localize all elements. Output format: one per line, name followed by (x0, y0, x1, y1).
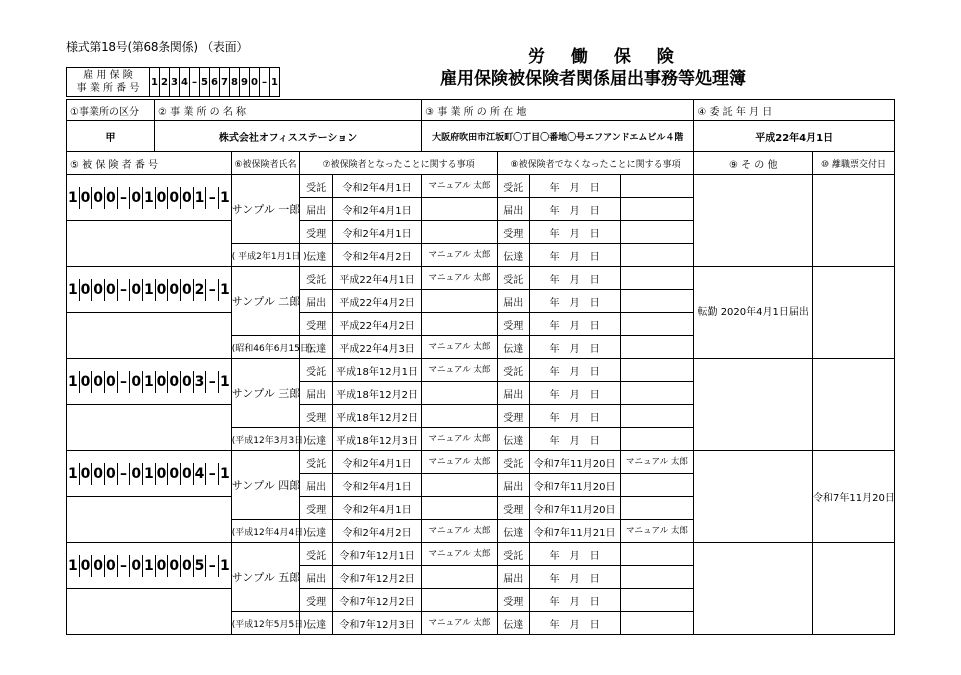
became-date: 令和2年4月1日 (333, 497, 422, 520)
separation-header (813, 152, 895, 175)
lost-label: 届出 (497, 198, 529, 221)
insured-number-digit: – (206, 555, 219, 577)
became-insured-header: ⑦被保険者となったことに関する事項 (300, 152, 498, 175)
lost-date: 年 月 日 (529, 244, 620, 267)
insured-number-digit: 0 (92, 371, 105, 393)
insured-number (67, 359, 232, 405)
insured-number-digit: 1 (220, 189, 230, 206)
became-label: 届出 (300, 382, 333, 405)
insured-number-digit: 1 (143, 555, 156, 577)
insured-birth: ( 平成2年1月1日 ) (231, 244, 300, 267)
became-staff (422, 497, 498, 520)
separation-date (813, 175, 895, 267)
other-notes (694, 451, 813, 543)
office-digit: 4 (180, 68, 190, 97)
became-date: 令和2年4月1日 (333, 474, 422, 497)
became-date: 平成22年4月1日 (333, 267, 422, 290)
became-label: 届出 (300, 290, 333, 313)
insured-number-digit: 1 (67, 187, 80, 209)
became-date: 平成18年12月2日 (333, 405, 422, 428)
lost-staff (620, 497, 694, 520)
lost-label: 届出 (497, 474, 529, 497)
separation-header-num: ⑩ (821, 159, 830, 170)
became-label: 受託 (300, 543, 333, 566)
insured-birth: (昭和46年6月15日) (231, 336, 300, 359)
insured-number-digit: 0 (105, 279, 118, 301)
insured-number-blank (67, 313, 232, 359)
lost-date: 年 月 日 (529, 198, 620, 221)
became-label: 受理 (300, 589, 333, 612)
insured-number-digit: 0 (92, 555, 105, 577)
insured-number-digit: 0 (156, 279, 169, 301)
became-label: 受託 (300, 175, 333, 198)
became-label: 届出 (300, 474, 333, 497)
insured-birth: (平成12年5月5日) (231, 612, 300, 635)
lost-date: 年 月 日 (529, 221, 620, 244)
insured-number-digit: – (118, 371, 131, 393)
insured-number-digit: 0 (105, 371, 118, 393)
became-label: 受託 (300, 267, 333, 290)
became-label: 受理 (300, 405, 333, 428)
lost-staff (620, 267, 694, 290)
office-digit: – (190, 68, 200, 97)
lost-label: 受託 (497, 451, 529, 474)
insured-number-blank (67, 497, 232, 543)
became-staff: マニュアル 太郎 (422, 244, 498, 267)
became-label: 届出 (300, 198, 333, 221)
lost-staff: マニュアル 太郎 (620, 451, 694, 474)
became-date: 令和7年12月2日 (333, 566, 422, 589)
insured-number-digit: 0 (92, 279, 105, 301)
insured-number-digit: 1 (220, 465, 230, 482)
lost-label: 届出 (497, 382, 529, 405)
lost-label: 伝達 (497, 612, 529, 635)
other-notes (694, 359, 813, 451)
became-staff: マニュアル 太郎 (422, 612, 498, 635)
lost-date: 年 月 日 (529, 382, 620, 405)
insured-number-digit: 1 (220, 281, 230, 298)
insured-number-digit: – (206, 279, 219, 301)
became-label: 受理 (300, 497, 333, 520)
lost-label: 受託 (497, 543, 529, 566)
lost-date: 年 月 日 (529, 359, 620, 382)
lost-label: 受託 (497, 175, 529, 198)
office-digit: 0 (250, 68, 260, 97)
insured-number (67, 543, 232, 589)
lost-label: 受託 (497, 267, 529, 290)
insured-name: サンプル 四郎 (231, 451, 300, 520)
insured-number-digit: 0 (168, 279, 181, 301)
lost-date: 年 月 日 (529, 543, 620, 566)
office-classification: 甲 (67, 121, 155, 152)
insured-birth: (平成12年4月4日) (231, 520, 300, 543)
lost-staff (620, 359, 694, 382)
insured-number-digit: 0 (181, 555, 194, 577)
became-label: 受理 (300, 221, 333, 244)
became-staff: マニュアル 太郎 (422, 359, 498, 382)
lost-staff (620, 175, 694, 198)
insured-number-digit: 4 (194, 463, 207, 485)
became-staff: マニュアル 太郎 (422, 520, 498, 543)
insured-number-blank (67, 405, 232, 451)
lost-date: 令和7年11月20日 (529, 451, 620, 474)
office-digit: 3 (170, 68, 180, 97)
lost-date: 年 月 日 (529, 566, 620, 589)
became-label: 伝達 (300, 336, 333, 359)
insured-number-digit: 1 (67, 371, 80, 393)
became-date: 平成18年12月1日 (333, 359, 422, 382)
lost-date: 令和7年11月20日 (529, 497, 620, 520)
lost-staff (620, 405, 694, 428)
lost-label: 伝達 (497, 428, 529, 451)
separation-date: 令和7年11月20日 (813, 451, 895, 543)
office-number-label-line2: 事 業 所 番 号 (76, 83, 140, 94)
insured-number-digit: 1 (143, 463, 156, 485)
became-staff (422, 198, 498, 221)
other-notes (694, 175, 813, 267)
lost-date: 年 月 日 (529, 175, 620, 198)
lost-label: 伝達 (497, 520, 529, 543)
became-staff: マニュアル 太郎 (422, 267, 498, 290)
insured-number-digit: 0 (80, 187, 93, 209)
lost-date: 年 月 日 (529, 612, 620, 635)
insured-number-digit: – (118, 187, 131, 209)
lost-label: 伝達 (497, 244, 529, 267)
insured-number-digit: – (206, 371, 219, 393)
lost-staff (620, 382, 694, 405)
lost-staff (620, 244, 694, 267)
became-staff (422, 313, 498, 336)
lost-date: 年 月 日 (529, 336, 620, 359)
insured-name: サンプル 一郎 (231, 175, 300, 244)
became-label: 伝達 (300, 612, 333, 635)
insured-number (67, 175, 232, 221)
became-staff (422, 589, 498, 612)
became-label: 受託 (300, 451, 333, 474)
other-notes: 転勤 2020年4月1日届出 (694, 267, 813, 359)
became-date: 平成18年12月3日 (333, 428, 422, 451)
insured-name: サンプル 三郎 (231, 359, 300, 428)
became-date: 令和2年4月2日 (333, 520, 422, 543)
lost-label: 受理 (497, 313, 529, 336)
office-digit: 9 (240, 68, 250, 97)
lost-staff (620, 336, 694, 359)
lost-staff (620, 290, 694, 313)
lost-date: 年 月 日 (529, 589, 620, 612)
became-label: 受託 (300, 359, 333, 382)
insured-number-digit: – (206, 187, 219, 209)
insured-number-digit: 1 (143, 187, 156, 209)
became-staff (422, 474, 498, 497)
insured-number-digit: 0 (181, 463, 194, 485)
lost-date: 年 月 日 (529, 267, 620, 290)
lost-date: 令和7年11月20日 (529, 474, 620, 497)
insured-name-header: ⑥被保険者氏名 (231, 152, 300, 175)
records-table (66, 99, 895, 635)
lost-date: 令和7年11月21日 (529, 520, 620, 543)
lost-staff (620, 474, 694, 497)
lost-staff (620, 198, 694, 221)
insured-number-digit: 0 (168, 187, 181, 209)
insured-number-digit: 0 (156, 187, 169, 209)
lost-label: 届出 (497, 290, 529, 313)
office-digit: 2 (160, 68, 170, 97)
separation-date (813, 543, 895, 635)
insured-number-digit: 2 (194, 279, 207, 301)
insured-number-digit: 0 (130, 463, 143, 485)
became-date: 令和2年4月1日 (333, 198, 422, 221)
insured-number-digit: 0 (80, 371, 93, 393)
became-date: 平成22年4月2日 (333, 313, 422, 336)
commission-date-header: ④ 委 託 年 月 日 (694, 100, 895, 121)
insured-number-digit: 0 (156, 463, 169, 485)
classification-header: ①事業所の区分 (67, 100, 155, 121)
became-date: 令和7年12月1日 (333, 543, 422, 566)
insured-number-digit: 0 (92, 463, 105, 485)
became-staff: マニュアル 太郎 (422, 451, 498, 474)
insured-number-digit: 1 (67, 463, 80, 485)
insured-number-digit: 0 (130, 187, 143, 209)
became-staff: マニュアル 太郎 (422, 175, 498, 198)
became-staff (422, 290, 498, 313)
insured-number-digit: 0 (130, 371, 143, 393)
insured-number-digit: 1 (194, 187, 207, 209)
title-line1: 労 働 保 険 (528, 47, 684, 67)
separation-date (813, 267, 895, 359)
became-staff: マニュアル 太郎 (422, 428, 498, 451)
insured-number-digit: 0 (181, 371, 194, 393)
office-address-header: ③ 事 業 所 の 所 在 地 (422, 100, 694, 121)
insured-number-digit: 3 (194, 371, 207, 393)
lost-staff (620, 313, 694, 336)
insured-number-digit: – (118, 463, 131, 485)
office-digit: 6 (210, 68, 220, 97)
insured-number-digit: 5 (194, 555, 207, 577)
insured-name: サンプル 二郎 (231, 267, 300, 336)
insured-number-digit: 0 (105, 463, 118, 485)
lost-insured-header: ⑧被保険者でなくなったことに関する事項 (497, 152, 694, 175)
insured-number-digit: 0 (168, 555, 181, 577)
became-label: 届出 (300, 566, 333, 589)
other-header: ⑨ そ の 他 (694, 152, 813, 175)
insured-number-digit: 0 (168, 371, 181, 393)
became-staff: マニュアル 太郎 (422, 543, 498, 566)
insured-number (67, 267, 232, 313)
became-date: 令和2年4月1日 (333, 175, 422, 198)
insured-number-digit: 1 (220, 557, 230, 574)
became-date: 令和2年4月1日 (333, 451, 422, 474)
form-id: 様式第18号(第68条関係) （表面） (66, 40, 249, 54)
insured-number-blank (67, 221, 232, 267)
separation-header-label: 離職票交付日 (831, 159, 886, 170)
office-digit: 8 (230, 68, 240, 97)
insured-number-digit: 0 (80, 555, 93, 577)
insured-number-digit: 1 (143, 279, 156, 301)
became-date: 令和2年4月2日 (333, 244, 422, 267)
insured-number-digit: – (118, 555, 131, 577)
insured-number-digit: 1 (143, 371, 156, 393)
insured-number-digit: 0 (130, 555, 143, 577)
office-digit: 5 (200, 68, 210, 97)
office-number-label (67, 68, 150, 97)
office-digit: 1 (150, 68, 160, 97)
insured-number-digit: – (118, 279, 131, 301)
insured-number-digit: 1 (67, 555, 80, 577)
insured-number-digit: 0 (181, 187, 194, 209)
insured-number-digit: – (206, 463, 219, 485)
insured-number-digit: 0 (168, 463, 181, 485)
became-date: 令和7年12月3日 (333, 612, 422, 635)
became-staff: マニュアル 太郎 (422, 336, 498, 359)
insured-number-digit: 0 (105, 555, 118, 577)
office-number-box (66, 67, 280, 97)
became-label: 伝達 (300, 244, 333, 267)
lost-date: 年 月 日 (529, 290, 620, 313)
insured-number-digit: 1 (67, 279, 80, 301)
lost-label: 伝達 (497, 336, 529, 359)
became-date: 平成18年12月2日 (333, 382, 422, 405)
lost-staff (620, 612, 694, 635)
insured-number-header: ⑤ 被 保 険 者 番 号 (67, 152, 232, 175)
lost-label: 受理 (497, 221, 529, 244)
lost-date: 年 月 日 (529, 313, 620, 336)
insured-number-digit: 0 (92, 187, 105, 209)
became-staff (422, 382, 498, 405)
became-label: 伝達 (300, 428, 333, 451)
office-digit: 7 (220, 68, 230, 97)
became-label: 伝達 (300, 520, 333, 543)
lost-date: 年 月 日 (529, 428, 620, 451)
became-staff (422, 566, 498, 589)
insured-number-digit: 0 (80, 279, 93, 301)
office-digit: – (260, 68, 270, 97)
lost-staff (620, 428, 694, 451)
other-notes (694, 543, 813, 635)
insured-number (67, 451, 232, 497)
became-date: 平成22年4月2日 (333, 290, 422, 313)
lost-date: 年 月 日 (529, 405, 620, 428)
insured-number-digit: 0 (105, 187, 118, 209)
insured-birth: (平成12年3月3日) (231, 428, 300, 451)
became-date: 令和2年4月1日 (333, 221, 422, 244)
insured-number-digit: 0 (156, 555, 169, 577)
office-name-header: ② 事 業 所 の 名 称 (155, 100, 422, 121)
became-staff (422, 405, 498, 428)
office-digit: 1 (270, 68, 280, 97)
insured-number-digit: 0 (80, 463, 93, 485)
lost-staff (620, 543, 694, 566)
lost-label: 届出 (497, 566, 529, 589)
title-line2: 雇用保険被保険者関係届出事務等処理簿 (440, 69, 746, 89)
became-date: 平成22年4月3日 (333, 336, 422, 359)
insured-number-digit: 0 (156, 371, 169, 393)
lost-staff (620, 589, 694, 612)
insured-number-digit: 0 (130, 279, 143, 301)
lost-label: 受託 (497, 359, 529, 382)
lost-staff: マニュアル 太郎 (620, 520, 694, 543)
lost-staff (620, 221, 694, 244)
insured-number-blank (67, 589, 232, 635)
commission-date: 平成22年4月1日 (694, 121, 895, 152)
separation-date (813, 359, 895, 451)
insured-name: サンプル 五郎 (231, 543, 300, 612)
lost-label: 受理 (497, 405, 529, 428)
insured-number-digit: 1 (220, 373, 230, 390)
became-date: 令和7年12月2日 (333, 589, 422, 612)
lost-label: 受理 (497, 497, 529, 520)
lost-staff (620, 566, 694, 589)
office-name: 株式会社オフィスステーション (155, 121, 422, 152)
became-label: 受理 (300, 313, 333, 336)
office-address: 大阪府吹田市江坂町〇丁目〇番地〇号エフアンドエムビル４階 (422, 121, 694, 152)
became-staff (422, 221, 498, 244)
insured-number-digit: 0 (181, 279, 194, 301)
lost-label: 受理 (497, 589, 529, 612)
office-number-label-line1: 雇 用 保 険 (83, 70, 133, 81)
